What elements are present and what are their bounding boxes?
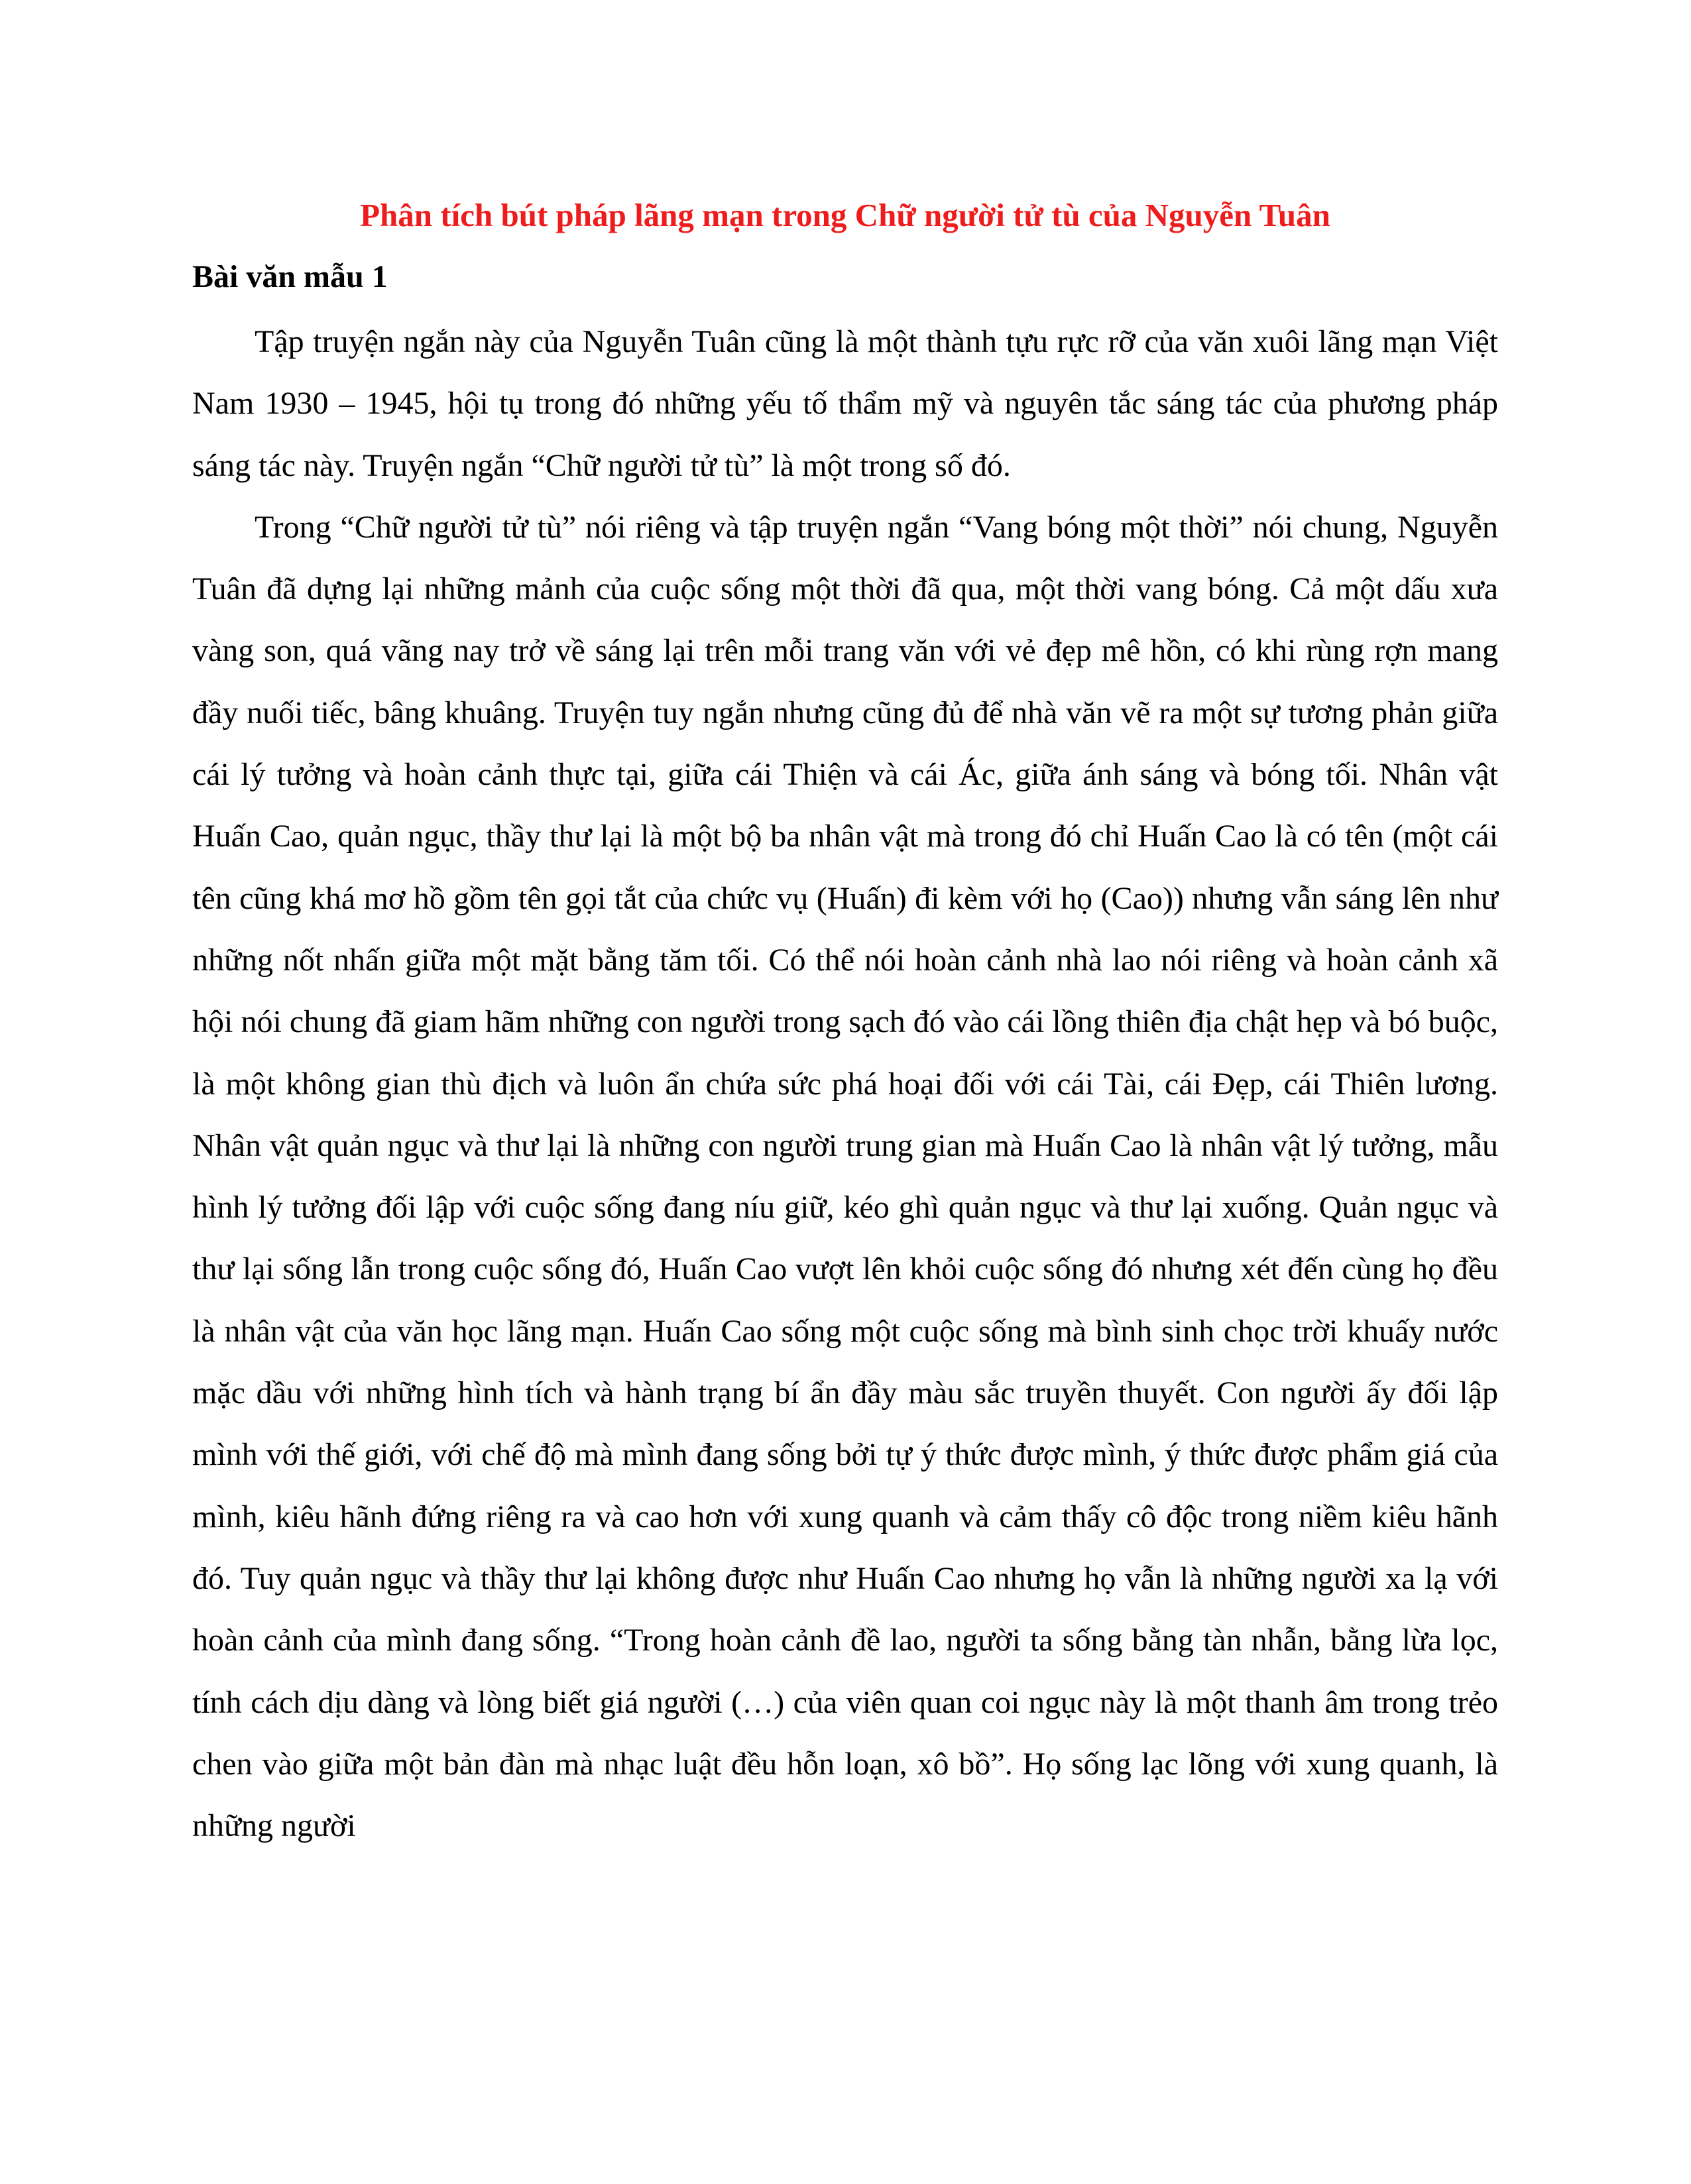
body-text xyxy=(192,311,1498,1857)
document-title: Phân tích bút pháp lãng mạn trong Chữ người tử tù của Nguyễn Tuân xyxy=(360,197,1330,233)
paragraph-1: Tập truyện ngắn này của Nguyễn Tuân cũng là một thành tựu rực rỡ của văn xuôi lãng mạn Việt Nam 1930 – 1945, hội tụ trong đó những yếu tố thẩm mỹ và nguyên tắc sáng tác của phương pháp sáng tác này. Truyện ngắn “Chữ người tử tù” là một trong số đó. xyxy=(192,324,1498,483)
paragraph-2: Trong “Chữ người tử tù” nói riêng và tập truyện ngắn “Vang bóng một thời” nói chung, Nguyễn Tuân đã dựng lại những mảnh của cuộc sống một thời đã qua, một thời vang bóng. Cả một dấu xưa vàng son, quá vãng nay trở về sáng lại trên mỗi trang văn với vẻ đẹp mê hồn, có khi rùng rợn mang đầy nuối tiếc, bâng khuâng. Truyện tuy ngắn nhưng cũng đủ để nhà văn vẽ ra một sự tương phản giữa cái lý tưởng và hoàn cảnh thực tại, giữa cái Thiện và cái Ác, giữa ánh sáng và bóng tối. Nhân vật Huấn Cao, quản ngục, thầy thư lại là một bộ ba nhân vật mà trong đó chỉ Huấn Cao là có tên (một cái tên cũng khá mơ hồ gồm tên gọi tắt của chức vụ (Huấn) đi kèm với họ (Cao)) nhưng vẫn sáng lên như những nốt nhấn giữa một mặt bằng tăm tối. Có thể nói hoàn cảnh nhà lao nói riêng và hoàn cảnh xã hội nói chung đã giam hãm những con người trong sạch đó vào cái lồng thiên địa chật hẹp và bó buộc, là một không gian thù địch và luôn ẩn chứa sức phá hoại đối với cái Tài, cái Đẹp, cái Thiên lương. Nhân vật quản ngục và thư lại là những con người trung gian mà Huấn Cao là nhân vật lý tưởng, mẫu hình lý tưởng đối lập với cuộc sống đang níu giữ, kéo ghì quản ngục và thư lại xuống. Quản ngục và thư lại sống lẫn trong cuộc sống đó, Huấn Cao vượt lên khỏi cuộc sống đó nhưng xét đến cùng họ đều là nhân vật của văn học lãng mạn. Huấn Cao sống một cuộc sống mà bình sinh chọc trời khuấy nước mặc dầu với những hình tích và hành trạng bí ẩn đầy màu sắc truyền thuyết. Con người ấy đối lập mình với thế giới, với chế độ mà mình đang sống bởi tự ý thức được mình, ý thức được phẩm giá của mình, kiêu hãnh đứng riêng ra và cao hơn với xung quanh và cảm thấy cô độc trong niềm kiêu hãnh đó. Tuy quản ngục và thầy thư lại không được như Huấn Cao nhưng họ vẫn là những người xa lạ với hoàn cảnh của mình đang sống. “Trong hoàn cảnh đề lao, người ta sống bằng tàn nhẫn, bằng lừa lọc, tính cách dịu dàng và lòng biết giá người (…) của viên quan coi ngục này là một thanh âm trong trẻo chen vào giữa một bản đàn mà nhạc luật đều hỗn loạn, xô bồ”. Họ sống lạc lõng với xung quanh, là những người xyxy=(192,509,1498,1844)
section-heading: Bài văn mẫu 1 xyxy=(192,259,388,294)
